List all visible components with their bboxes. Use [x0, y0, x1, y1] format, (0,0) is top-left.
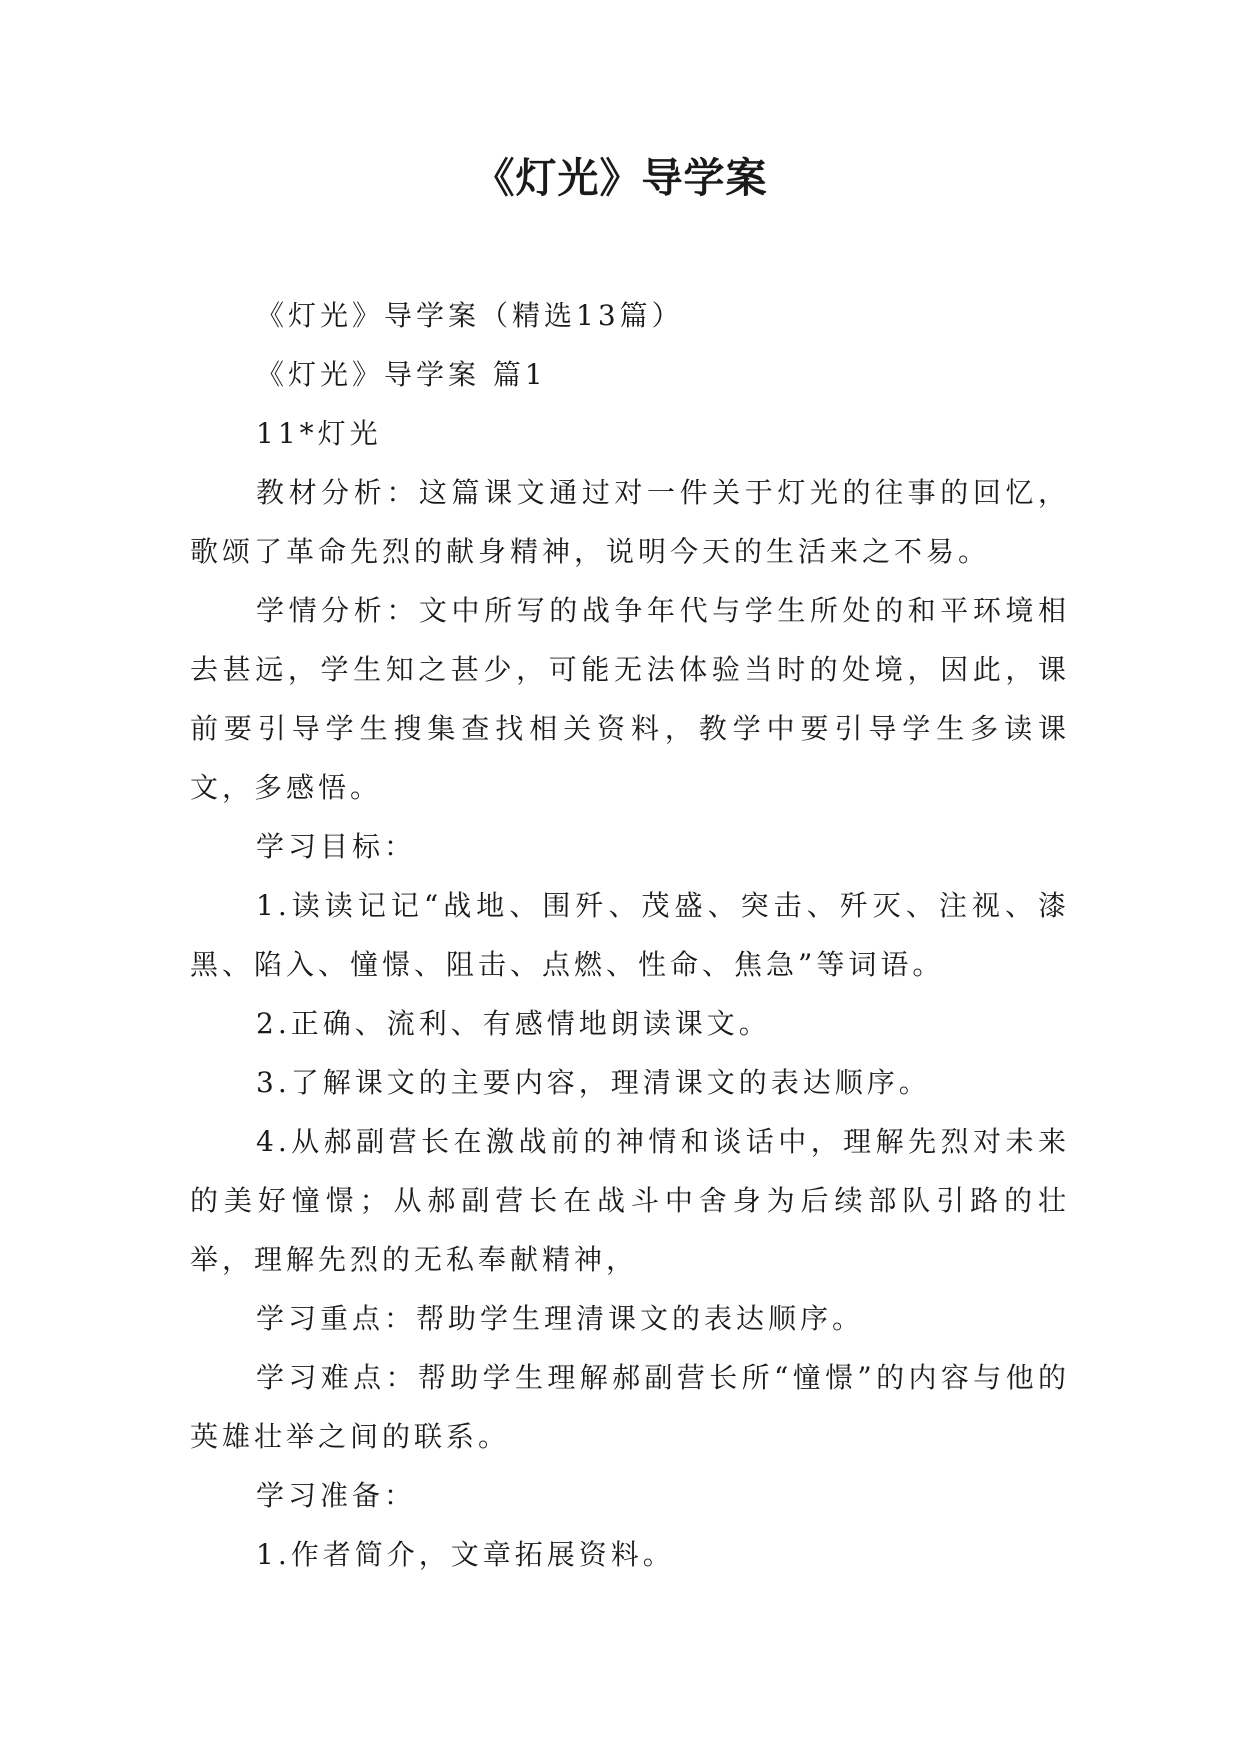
- paragraph-section-heading: 《灯光》导学案 篇1: [256, 358, 547, 391]
- paragraph-key-point: 学习重点：帮助学生理清课文的表达顺序。: [256, 1302, 865, 1335]
- document-body: [190, 286, 1070, 1584]
- paragraph-goal-3: 3.了解课文的主要内容，理清课文的表达顺序。: [256, 1066, 931, 1099]
- paragraph-textbook-analysis: 教材分析：这篇课文通过对一件关于灯光的往事的回忆，歌颂了革命先烈的献身精神，说明今天的生活来之不易。: [190, 476, 1070, 568]
- document-title: 《灯光》导学案: [473, 154, 768, 202]
- paragraph-lesson-title: 11*灯光: [256, 417, 382, 450]
- paragraph-difficulty: 学习难点：帮助学生理解郝副营长所“憧憬”的内容与他的英雄壮举之间的联系。: [190, 1361, 1070, 1453]
- paragraph-student-analysis: 学情分析：文中所写的战争年代与学生所处的和平环境相去甚远，学生知之甚少，可能无法体验当时的处境，因此，课前要引导学生搜集查找相关资料，教学中要引导学生多读课文，多感悟。: [190, 594, 1070, 804]
- paragraph-goal-1: 1.读读记记“战地、围歼、茂盛、突击、歼灭、注视、漆黑、陷入、憧憬、阻击、点燃、性命、焦急”等词语。: [190, 889, 1070, 981]
- paragraph-preparation-1: 1.作者简介，文章拓展资料。: [256, 1538, 675, 1571]
- paragraph-preparation-heading: 学习准备：: [256, 1479, 417, 1512]
- paragraph-goal-4: 4.从郝副营长在激战前的神情和谈话中，理解先烈对未来的美好憧憬；从郝副营长在战斗中舍身为后续部队引路的壮举，理解先烈的无私奉献精神，: [190, 1125, 1070, 1276]
- paragraph-learning-goals-heading: 学习目标：: [256, 830, 417, 863]
- paragraph-subtitle: 《灯光》导学案（精选13篇）: [256, 299, 684, 332]
- paragraph-goal-2: 2.正确、流利、有感情地朗读课文。: [256, 1007, 771, 1040]
